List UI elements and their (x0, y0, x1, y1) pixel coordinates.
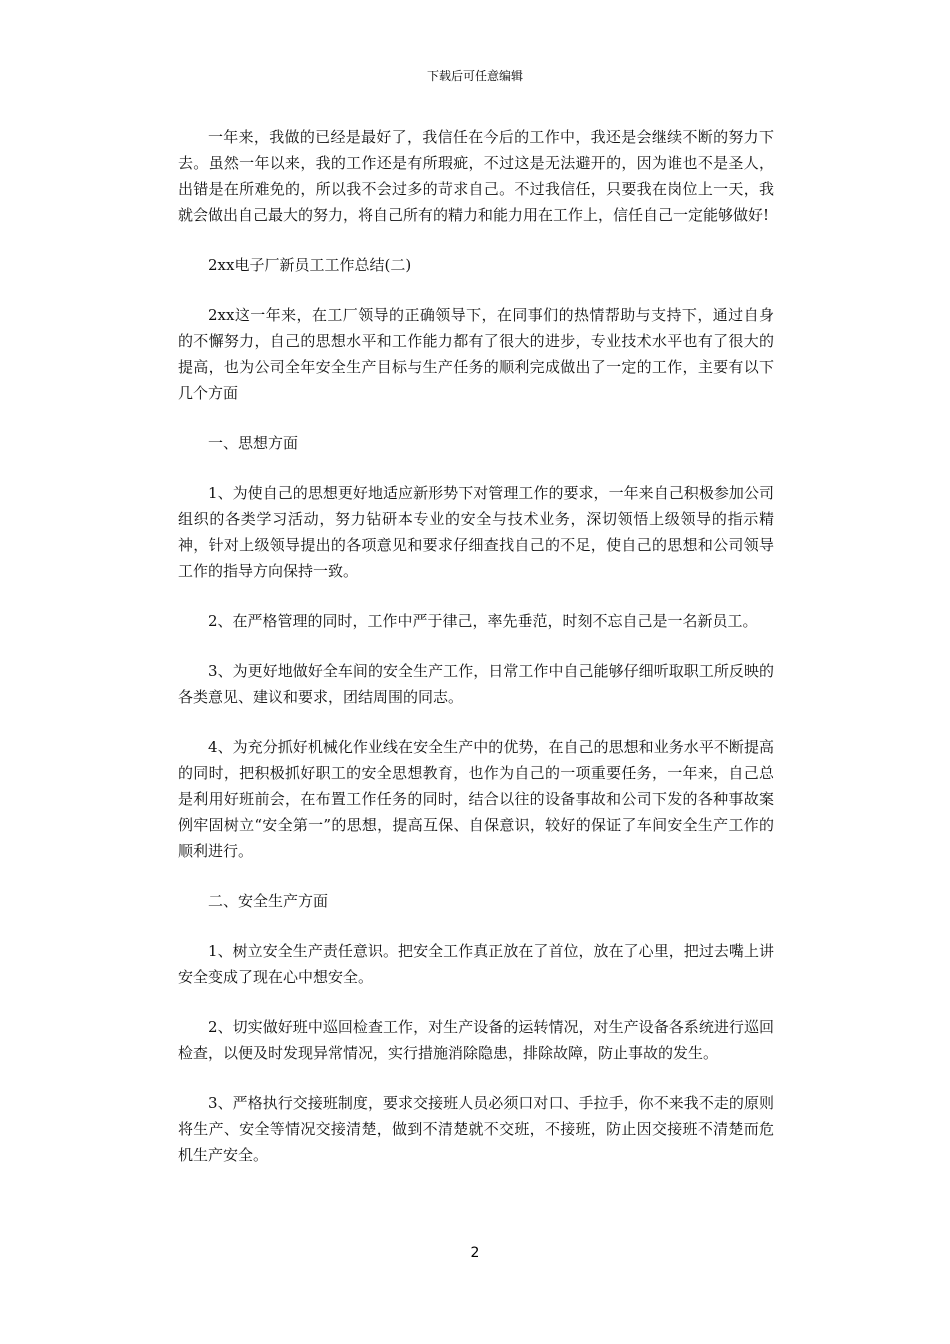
paragraph-intro: 2xx这一年来，在工厂领导的正确领导下，在同事们的热情帮助与支持下，通过自身的不懈努力，自己的思想水平和工作能力都有了很大的进步，专业技术水平也有了很大的提高，也为公司全年安全生产目标与生产任务的顺利完成做出了一定的工作，主要有以下几个方面 (178, 306, 774, 402)
page-number: 2 (470, 1245, 480, 1261)
paragraph-thought-3: 3、为更好地做好全车间的安全生产工作，日常工作中自己能够仔细听取职工所反映的各类意见、建议和要求，团结周围的同志。 (178, 662, 774, 706)
page-header: 下载后可任意编辑 (426, 69, 523, 83)
heading-thought: 一、思想方面 (208, 434, 299, 452)
section-title: 2xx电子厂新员工工作总结(二) (208, 256, 412, 274)
paragraph-conclusion: 一年来，我做的已经是最好了，我信任在今后的工作中，我还是会继续不断的努力下去。虽然一年以来，我的工作还是有所瑕疵，不过这是无法避开的，因为谁也不是圣人，出错是在所难免的，所以我不会过多的苛求自己。不过我信任，只要我在岗位上一天，我就会做出自己最大的努力，将自己所有的精力和能力用在工作上，信任自己一定能够做好! (178, 128, 774, 224)
paragraph-safety-1: 1、树立安全生产责任意识。把安全工作真正放在了首位，放在了心里，把过去嘴上讲安全变成了现在心中想安全。 (178, 942, 774, 986)
paragraph-safety-3: 3、严格执行交接班制度，要求交接班人员必须口对口、手拉手，你不来我不走的原则将生产、安全等情况交接清楚，做到不清楚就不交班，不接班，防止因交接班不清楚而危机生产安全。 (178, 1094, 774, 1164)
document-body (178, 124, 774, 1192)
paragraph-thought-1: 1、为使自己的思想更好地适应新形势下对管理工作的要求，一年来自己积极参加公司组织的各类学习活动，努力钻研本专业的安全与技术业务，深切领悟上级领导的指示精神，针对上级领导提出的各项意见和要求仔细查找自己的不足，使自己的思想和公司领导工作的指导方向保持一致。 (178, 484, 774, 580)
paragraph-thought-4: 4、为充分抓好机械化作业线在安全生产中的优势，在自己的思想和业务水平不断提高的同时，把积极抓好职工的安全思想教育，也作为自己的一项重要任务，一年来，自己总是利用好班前会，在布置工作任务的同时，结合以往的设备事故和公司下发的各种事故案例牢固树立“安全第一”的思想，提高互保、自保意识，较好的保证了车间安全生产工作的顺利进行。 (178, 738, 774, 860)
paragraph-safety-2: 2、切实做好班中巡回检查工作，对生产设备的运转情况，对生产设备各系统进行巡回检查，以便及时发现异常情况，实行措施消除隐患，排除故障，防止事故的发生。 (178, 1018, 774, 1062)
heading-safety: 二、安全生产方面 (208, 892, 329, 910)
paragraph-thought-2: 2、在严格管理的同时，工作中严于律己，率先垂范，时刻不忘自己是一名新员工。 (208, 612, 758, 630)
